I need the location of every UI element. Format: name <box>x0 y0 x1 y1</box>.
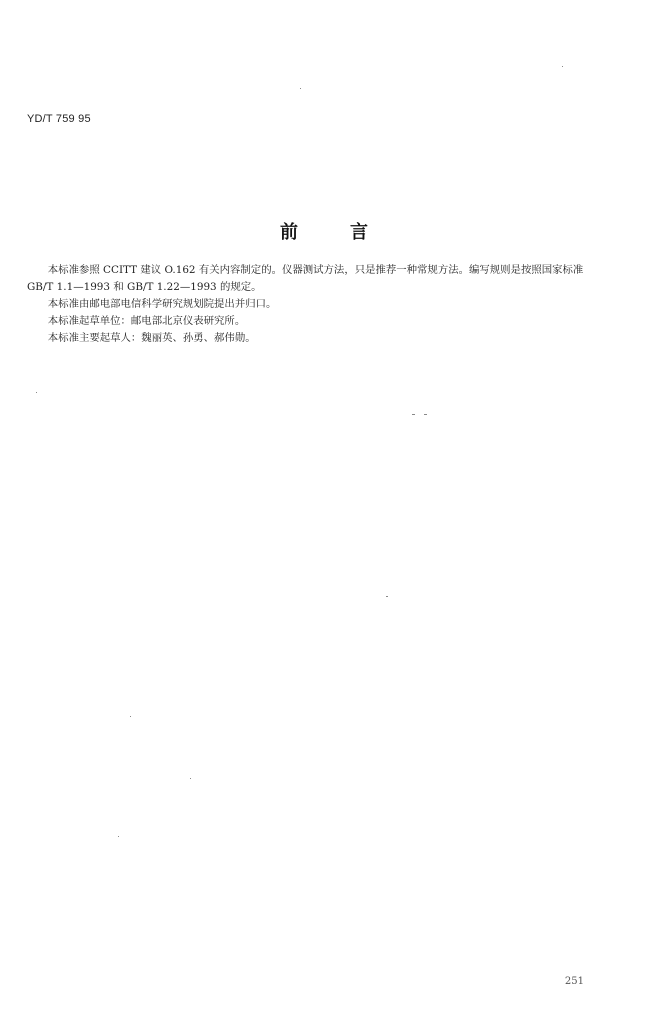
foreword-body <box>27 262 609 347</box>
scan-speck <box>36 392 37 393</box>
section-title: 前言 <box>280 222 420 243</box>
scan-speck <box>412 414 415 415</box>
page-number: 251 <box>564 976 584 987</box>
scan-speck <box>300 88 301 89</box>
paragraph-drafters: 本标准主要起草人：魏丽英、孙勇、郝伟勋。 <box>47 332 256 344</box>
scan-speck <box>424 414 427 415</box>
paragraph-drafting-unit: 本标准起草单位：邮电部北京仪表研究所。 <box>47 315 246 327</box>
paragraph-proposer: 本标准由邮电部电信科学研究规划院提出并归口。 <box>47 298 277 310</box>
document-id: YD/T 759 95 <box>27 113 91 125</box>
scan-speck <box>118 836 119 837</box>
scan-speck <box>190 778 191 779</box>
scan-speck <box>562 66 563 67</box>
scan-speck <box>386 596 388 597</box>
scan-speck <box>130 716 131 717</box>
paragraph-reference: 本标准参照 CCITT 建议 O.162 有关内容制定的。仪器测试方法，只是推荐一种常规方法。编写规则是按照国家标准 GB/T 1.1—1993 和 GB/T 1.22—1993 的规定。 <box>27 264 584 293</box>
